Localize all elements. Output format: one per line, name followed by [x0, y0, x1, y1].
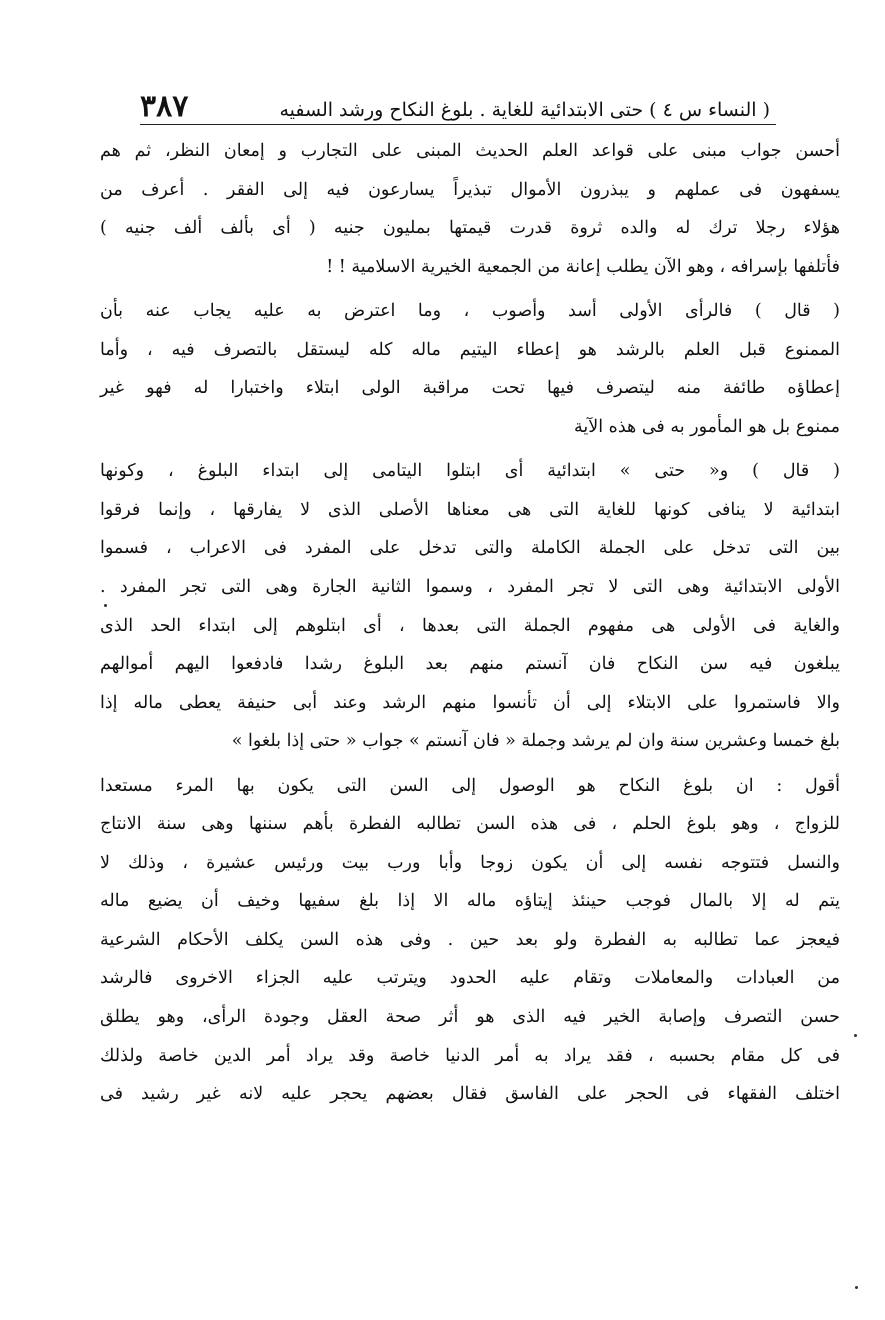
paragraph-answer: [100, 132, 840, 286]
text-line: ابتدائية لا ينافى كونها للغاية التى هى معناها الأصلى الذى لا يفارقها ، وإنما فرقوا: [100, 499, 840, 520]
text-line: يسفهون فى عملهم و يبذرون الأموال تبذيراً يسارعون فيه إلى الفقر . أعرف من: [100, 179, 840, 200]
scan-speck: [855, 1286, 858, 1289]
text-line: والا فاستمروا على الابتلاء إلى أن تأنسوا منهم الرشد وعند أبى حنيفة يعطى ماله إذا: [100, 692, 840, 713]
text-line: بين التى تدخل على الجملة الكاملة والتى تدخل على المفرد فى الاعراب ، فسموا: [100, 538, 840, 559]
text-line: إعطاؤه طائفة منه ليتصرف فيها تحت مراقبة الولى ابتلاء واختبارا له فهو غير: [100, 378, 840, 399]
text-line: حسن التصرف وإصابة الخير فيه الذى هو أثر صحة العقل وجودة الرأى، وهو يطلق: [100, 1007, 840, 1028]
body-text: [100, 132, 840, 1114]
running-header: [140, 78, 770, 122]
paragraph-hatta: [100, 452, 840, 760]
text-line: من العبادات والمعاملات وتقام عليه الحدود ويترتب عليه الجزاء الاخروى فالرشد: [100, 968, 840, 989]
text-line: ممنوع بل هو المأمور به فى هذه الآية: [574, 416, 840, 437]
text-line: بلغ خمسا وعشرين سنة وان لم يرشد وجملة « فان آنستم » جواب « حتى إذا بلغوا »: [231, 731, 840, 752]
text-line: للزواج ، وهو بلوغ الحلم ، فى هذه السن تطالبه الفطرة بأهم سننها وهى سنة الانتاج: [100, 814, 840, 835]
scan-speck: [104, 604, 107, 607]
text-line: يبلغون فيه سن النكاح فان آنستم منهم بعد البلوغ رشدا فادفعوا اليهم أموالهم: [100, 654, 840, 675]
text-line: والغاية فى الأولى هى مفهوم الجملة التى بعدها ، أى ابتلوهم إلى ابتداء الحد الذى: [100, 615, 840, 636]
paragraph-aqul: [100, 767, 840, 1114]
text-line: يتم له إلا بالمال فوجب حينئذ إيتاؤه ماله الا إذا بلغ سفيها وخيف أن يضيع ماله: [100, 891, 840, 912]
text-line: الممنوع قبل العلم بالرشد هو إعطاء اليتيم ماله كله ليستقل بالتصرف فيه ، وأما: [100, 339, 840, 360]
text-line: هؤلاء رجلا ترك له والده ثروة قدرت قيمتها بمليون جنيه ( أى بألف ألف جنيه ): [100, 218, 840, 239]
text-line: الأولى الابتدائية وهى التى لا تجر المفرد ، وسموا الثانية الجارة وهى التى تجر المفرد .: [100, 577, 840, 598]
text-line: أقول : ان بلوغ النكاح هو الوصول إلى السن التى يكون بها المرء مستعدا: [100, 775, 840, 796]
text-line: فى كل مقام بحسبه ، فقد يراد به أمر الدنيا خاصة وقد يراد أمر الدين خاصة ولذلك: [100, 1045, 840, 1066]
page-number: ٣٨٧: [140, 89, 189, 124]
running-header-title: ( النساء س ٤ ) حتى الابتدائية للغاية . بلوغ النكاح ورشد السفيه: [279, 99, 770, 122]
header-rule: [140, 124, 776, 125]
scan-speck: [854, 1034, 857, 1037]
text-line: ( قال ) و« حتى » ابتدائية أى ابتلوا اليتامى إلى ابتداء البلوغ ، وكونها: [100, 461, 840, 482]
text-line: أحسن جواب مبنى على قواعد العلم الحديث المبنى على التجارب و إمعان النظر، ثم هم: [100, 141, 840, 161]
text-line: ( قال ) فالرأى الأولى أسد وأصوب ، وما اعترض به عليه يجاب عنه بأن: [100, 301, 840, 322]
text-line: اختلف الفقهاء فى الحجر على الفاسق فقال بعضهم يحجر عليه لانه غير رشيد فى: [100, 1084, 840, 1105]
text-line: فأتلفها بإسرافه ، وهو الآن يطلب إعانة من الجمعية الخيرية الاسلامية ! !: [326, 256, 840, 277]
text-line: فيعجز عما تطالبه به الفطرة ولو بعد حين . وفى هذه السن يكلف الأحكام الشرعية: [100, 929, 840, 950]
text-line: والنسل فتتوجه نفسه إلى أن يكون زوجا وأبا ورب بيت ورئيس عشيرة ، وذلك لا: [100, 852, 840, 873]
paragraph-first-opinion: [100, 292, 840, 446]
